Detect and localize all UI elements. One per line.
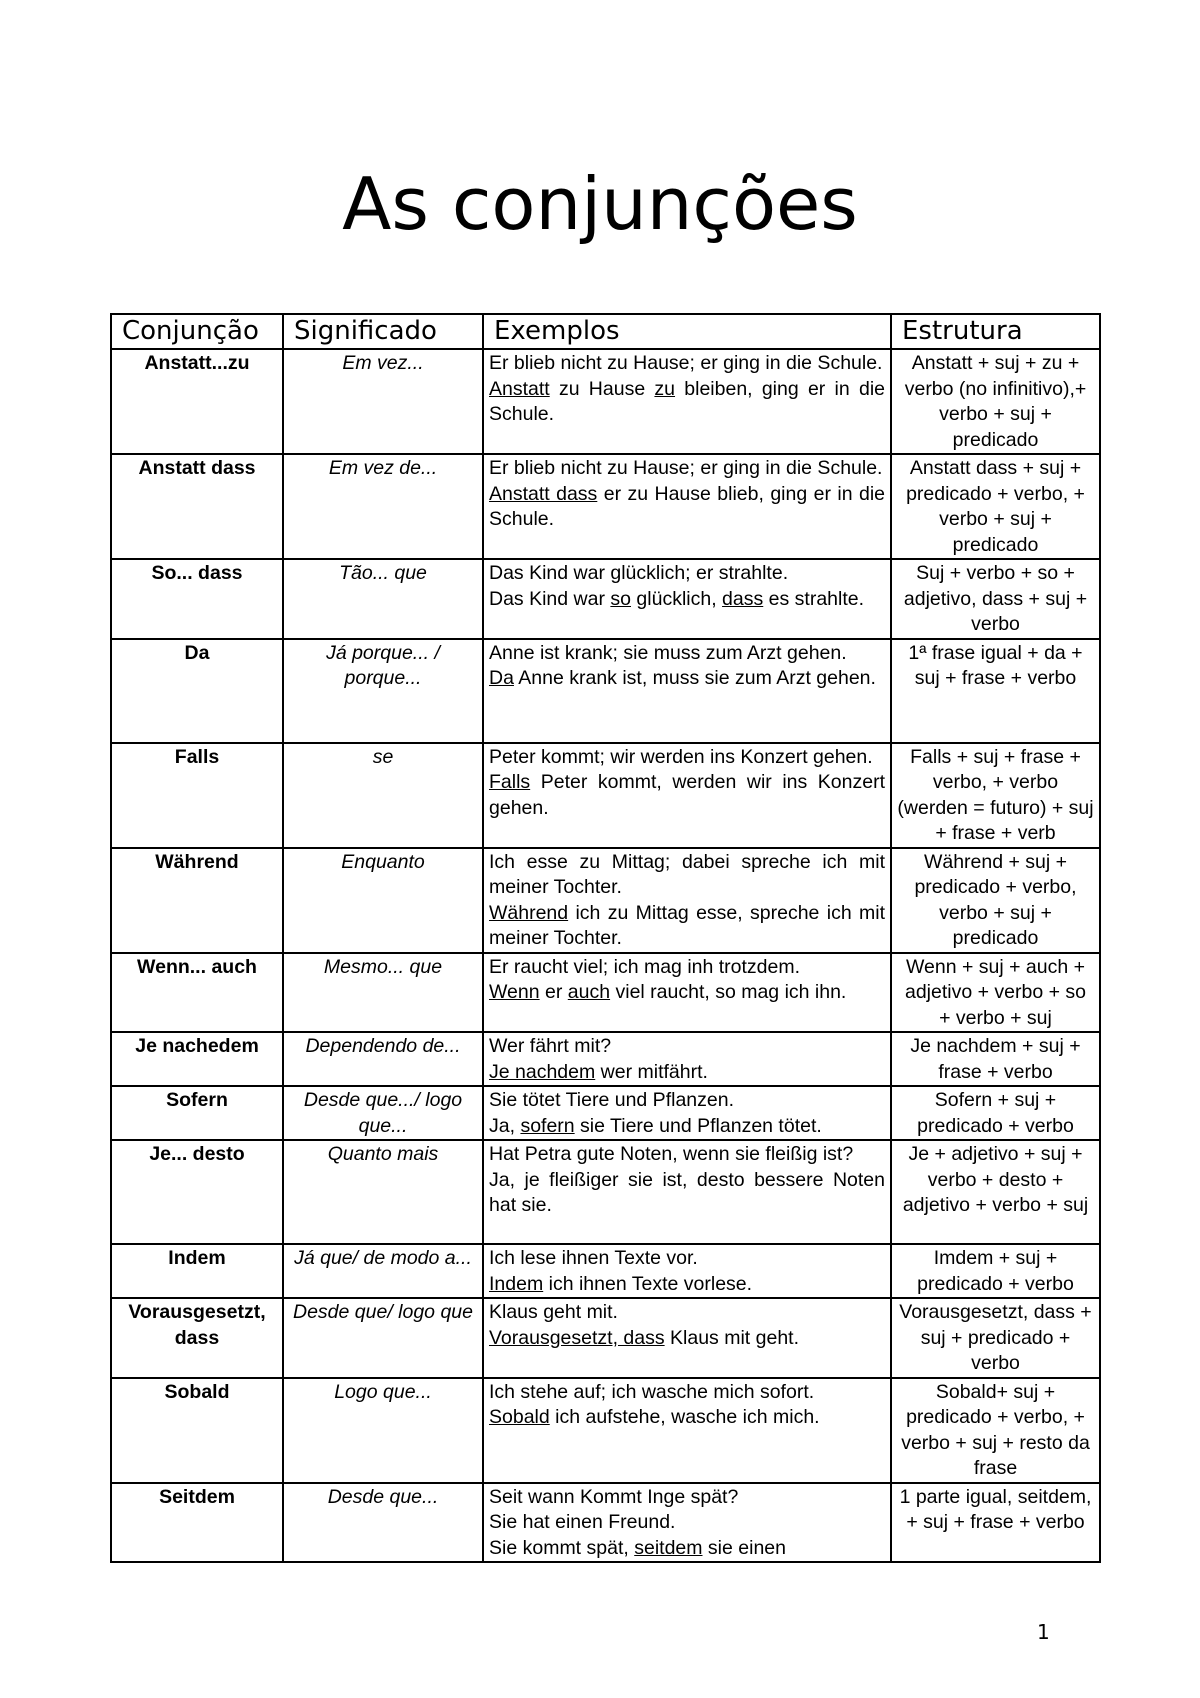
example-sentence (489, 1088, 885, 1114)
structure-cell: 1ª frase igual + da + suj + frase + verbo (891, 639, 1100, 743)
underlined-conjunction: dass (722, 587, 764, 610)
meaning-cell: Em vez... (283, 349, 483, 454)
header-significado: Significado (283, 314, 483, 349)
example-sentence (489, 456, 885, 482)
conjunction-cell: Sofern (111, 1086, 283, 1140)
example-sentence (489, 1510, 885, 1536)
example-text: er (539, 981, 568, 1003)
examples-cell (483, 953, 891, 1033)
conjunction-cell: Indem (111, 1244, 283, 1298)
structure-cell: Imdem + suj + predicado + verbo (891, 1244, 1100, 1298)
conjunction-cell: Da (111, 639, 283, 743)
conjunction-cell: Anstatt...zu (111, 349, 283, 454)
example-text: Sie hat einen Freund. (489, 1511, 676, 1533)
underlined-conjunction: Da (489, 667, 514, 689)
example-sentence (489, 666, 885, 692)
page-number: 1 (1037, 1620, 1050, 1644)
structure-cell: Suj + verbo + so + adjetivo, dass + suj + verbo (891, 559, 1100, 639)
examples-cell (483, 743, 891, 848)
table-row (111, 1086, 1100, 1140)
example-text: Anne ist krank; sie muss zum Arzt gehen. (489, 641, 847, 664)
example-text: glücklich, (631, 587, 723, 610)
conjunction-cell: Falls (111, 743, 283, 848)
structure-cell: Falls + suj + frase + verbo, + verbo (werden = futuro) + suj + frase + verb (891, 743, 1100, 848)
conjunction-cell: Vorausgesetzt, dass (111, 1298, 283, 1378)
underlined-conjunction: zu (654, 377, 676, 400)
example-sentence (489, 1142, 885, 1168)
underlined-conjunction: Sobald (489, 1406, 550, 1428)
table-row (111, 1032, 1100, 1086)
meaning-cell: Tão... que (283, 559, 483, 639)
underlined-conjunction: Falls (489, 771, 531, 793)
table-row (111, 454, 1100, 559)
table-row (111, 1378, 1100, 1483)
table-header-row (111, 314, 1100, 349)
underlined-conjunction: Je nachdem (489, 1060, 596, 1083)
example-text: Peter kommt; wir werden ins Konzert gehen. (489, 745, 873, 768)
structure-cell: Je nachdem + suj + frase + verbo (891, 1032, 1100, 1086)
table-row (111, 743, 1100, 848)
meaning-cell: Já que/ de modo a... (283, 1244, 483, 1298)
conjunction-cell: So... dass (111, 559, 283, 639)
example-sentence (489, 1114, 885, 1140)
example-sentence (489, 1246, 885, 1272)
examples-cell (483, 1244, 891, 1298)
example-text: ich ihnen Texte vorlese. (543, 1272, 753, 1295)
underlined-conjunction: sofern (520, 1114, 575, 1137)
example-sentence (489, 1485, 885, 1511)
conjunctions-table (110, 313, 1101, 1563)
structure-cell: Je + adjetivo + suj + verbo + desto + adjetivo + verbo + suj (891, 1140, 1100, 1244)
examples-cell (483, 454, 891, 559)
header-conjuncao: Conjunção (111, 314, 283, 349)
conjunction-cell: Wenn... auch (111, 953, 283, 1033)
meaning-cell: Dependendo de... (283, 1032, 483, 1086)
table-row (111, 1298, 1100, 1378)
table-row (111, 639, 1100, 743)
examples-cell (483, 349, 891, 454)
page-title: As conjunções (342, 162, 858, 246)
header-estrutura: Estrutura (891, 314, 1100, 349)
structure-cell: Anstatt dass + suj + predicado + verbo, + verbo + suj + predicado (891, 454, 1100, 559)
example-text: Wer fährt mit? (489, 1035, 612, 1057)
meaning-cell: Logo que... (283, 1378, 483, 1483)
examples-cell (483, 848, 891, 953)
example-text: Er blieb nicht zu Hause; er ging in die Schule. (489, 457, 883, 479)
structure-cell: Sobald+ suj + predicado + verbo, + verbo + suj + resto da frase (891, 1378, 1100, 1483)
example-sentence (489, 377, 885, 428)
example-text: sie einen (702, 1536, 786, 1559)
meaning-cell: Em vez de... (283, 454, 483, 559)
example-text: Klaus mit geht. (664, 1326, 800, 1349)
conjunction-cell: Sobald (111, 1378, 283, 1483)
example-sentence (489, 1060, 885, 1086)
example-text: Das Kind war glücklich; er strahlte. (489, 562, 789, 584)
example-sentence (489, 1380, 885, 1406)
conjunction-cell: Je nachedem (111, 1032, 283, 1086)
example-text: Peter kommt, werden wir ins Konzert gehen. (489, 771, 885, 819)
table-row (111, 1483, 1100, 1563)
underlined-conjunction: Anstatt dass (489, 482, 598, 505)
example-sentence (489, 770, 885, 821)
meaning-cell: Já porque... / porque... (283, 639, 483, 743)
examples-cell (483, 1378, 891, 1483)
structure-cell: 1 parte igual, seitdem, + suj + frase + verbo (891, 1483, 1100, 1563)
example-sentence (489, 351, 885, 377)
underlined-conjunction: so (610, 587, 631, 610)
meaning-cell: Desde que/ logo que (283, 1298, 483, 1378)
meaning-cell: Mesmo... que (283, 953, 483, 1033)
example-sentence (489, 1272, 885, 1298)
examples-cell (483, 1140, 891, 1244)
example-text: Das Kind war (489, 587, 611, 610)
example-text: Hat Petra gute Noten, wenn sie fleißig ist? (489, 1143, 854, 1165)
example-sentence (489, 745, 885, 771)
meaning-cell: Desde que... (283, 1483, 483, 1563)
example-sentence (489, 980, 885, 1006)
example-sentence (489, 482, 885, 533)
example-text: Sie tötet Tiere und Pflanzen. (489, 1089, 734, 1111)
example-text: es strahlte. (763, 587, 865, 610)
example-sentence (489, 1034, 885, 1060)
example-text: Ich lese ihnen Texte vor. (489, 1247, 698, 1269)
examples-cell (483, 1032, 891, 1086)
example-sentence (489, 850, 885, 901)
example-text: Er raucht viel; ich mag inh trotzdem. (489, 955, 801, 978)
underlined-conjunction: Vorausgesetzt, dass (489, 1326, 665, 1349)
underlined-conjunction: Wenn (489, 981, 540, 1003)
example-sentence (489, 561, 885, 587)
example-sentence (489, 1300, 885, 1326)
examples-cell (483, 1483, 891, 1563)
meaning-cell: Desde que.../ logo que... (283, 1086, 483, 1140)
example-sentence (489, 587, 885, 613)
structure-cell: Vorausgesetzt, dass + suj + predicado + verbo (891, 1298, 1100, 1378)
underlined-conjunction: auch (567, 981, 611, 1003)
example-text: Anne krank ist, muss sie zum Arzt gehen. (513, 667, 876, 689)
table-row (111, 1140, 1100, 1244)
table-body (111, 349, 1100, 1562)
example-text: ich zu Mittag esse, spreche ich mit meiner Tochter. (489, 901, 885, 949)
example-text: er zu Hause blieb, ging er in die Schule. (489, 482, 885, 530)
example-sentence (489, 1405, 885, 1431)
underlined-conjunction: Indem (489, 1272, 544, 1295)
structure-cell: Anstatt + suj + zu + verbo (no infinitivo),+ verbo + suj + predicado (891, 349, 1100, 454)
example-text: Er blieb nicht zu Hause; er ging in die Schule. (489, 352, 883, 374)
example-text: Klaus geht mit. (489, 1301, 618, 1323)
structure-cell: Wenn + suj + auch + adjetivo + verbo + so + verbo + suj (891, 953, 1100, 1033)
conjunction-cell: Seitdem (111, 1483, 283, 1563)
example-sentence (489, 1168, 885, 1219)
structure-cell: Während + suj + predicado + verbo, verbo + suj + predicado (891, 848, 1100, 953)
header-exemplos: Exemplos (483, 314, 891, 349)
example-text: ich aufstehe, wasche ich mich. (549, 1406, 820, 1428)
conjunction-cell: Je... desto (111, 1140, 283, 1244)
underlined-conjunction: seitdem (634, 1536, 703, 1559)
conjunction-cell: Während (111, 848, 283, 953)
structure-cell: Sofern + suj + predicado + verbo (891, 1086, 1100, 1140)
example-text: Seit wann Kommt Inge spät? (489, 1485, 739, 1508)
examples-cell (483, 559, 891, 639)
example-sentence (489, 1536, 885, 1562)
example-text: Ich stehe auf; ich wasche mich sofort. (489, 1380, 815, 1403)
table-row (111, 559, 1100, 639)
table-row (111, 848, 1100, 953)
meaning-cell: se (283, 743, 483, 848)
example-text: zu Hause (549, 377, 655, 400)
example-sentence (489, 641, 885, 667)
conjunction-cell: Anstatt dass (111, 454, 283, 559)
example-sentence (489, 901, 885, 952)
example-sentence (489, 955, 885, 981)
example-text: Ich esse zu Mittag; dabei spreche ich mit meiner Tochter. (489, 850, 885, 898)
example-text: Ja, je fleißiger sie ist, desto bessere Noten hat sie. (489, 1168, 885, 1216)
table-row (111, 1244, 1100, 1298)
example-text: sie Tiere und Pflanzen tötet. (574, 1114, 822, 1137)
examples-cell (483, 1086, 891, 1140)
meaning-cell: Quanto mais (283, 1140, 483, 1244)
example-text: bleiben, ging er in die Schule. (489, 377, 885, 425)
meaning-cell: Enquanto (283, 848, 483, 953)
examples-cell (483, 1298, 891, 1378)
table-row (111, 953, 1100, 1033)
example-text: Sie kommt spät, (489, 1536, 635, 1559)
example-text: Ja, (489, 1114, 521, 1137)
underlined-conjunction: Während (489, 901, 569, 924)
example-sentence (489, 1326, 885, 1352)
examples-cell (483, 639, 891, 743)
underlined-conjunction: Anstatt (489, 377, 550, 400)
table-row (111, 349, 1100, 454)
example-text: viel raucht, so mag ich ihn. (610, 981, 847, 1003)
example-text: wer mitfährt. (595, 1060, 708, 1083)
